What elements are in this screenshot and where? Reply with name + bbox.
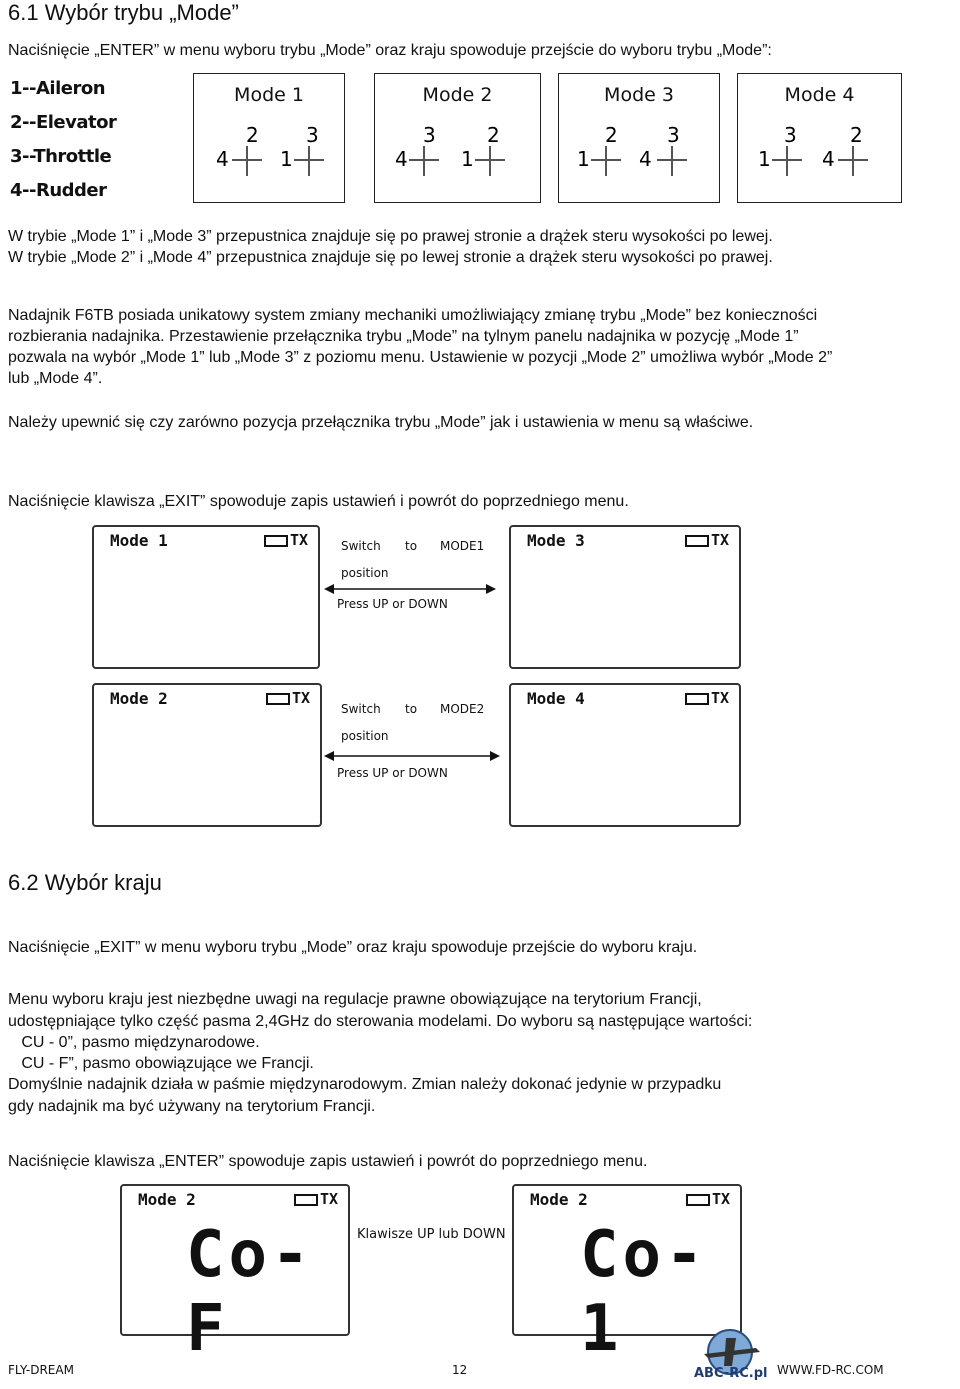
stick-label: 1 <box>280 147 293 171</box>
para-2-line-1: Nadajnik F6TB posiada unikatowy system zmiany mechaniki umożliwiający zmianę trybu „Mode” bez konieczności <box>8 307 818 324</box>
tx-indicator: TX <box>264 531 308 549</box>
logo-text: ABC-RC.pl <box>694 1366 768 1381</box>
para-2-line-5: Domyślnie nadajnik działa w paśmie międzynarodowym. Zmian należy dokonać jedynie w przypadku <box>8 1076 722 1093</box>
para-2-line-2: udostępniające tylko część pasma 2,4GHz do sterowania modelami. Do wyboru są następujące wartości: <box>8 1013 753 1030</box>
stick-label: 3 <box>667 123 680 147</box>
tx-indicator: TX <box>686 1190 730 1208</box>
position-label: position <box>341 729 389 743</box>
intro-text: Naciśnięcie „ENTER” w menu wyboru trybu „Mode” oraz kraju spowoduje przejście do wyboru trybu „Mode”: <box>8 42 772 59</box>
tx-indicator: TX <box>685 531 729 549</box>
stick-cross-icon <box>559 74 719 202</box>
mode-3-diagram <box>558 73 720 203</box>
legend-item: 2--Elevator <box>10 112 117 133</box>
position-label: position <box>341 566 389 580</box>
page-number: 12 <box>452 1363 468 1377</box>
stick-cross-icon <box>194 74 344 202</box>
abc-rc-logo <box>690 1328 778 1384</box>
battery-icon <box>294 1194 318 1206</box>
battery-icon <box>264 535 288 547</box>
para-2-line-2: rozbierania nadajnika. Przestawienie przełącznika trybu „Mode” na tylnym panelu nadajnika w pozycję „Mode 1” <box>8 328 799 345</box>
mode-switch-label: MODE2 <box>440 702 485 716</box>
lcd-screen-mode-4 <box>509 683 741 827</box>
stick-label: 4 <box>216 147 229 171</box>
stick-label: 2 <box>850 123 863 147</box>
mode-1-diagram <box>193 73 345 203</box>
lcd-mode-label: Mode 2 <box>530 1190 588 1209</box>
press-label: Press UP or DOWN <box>337 766 448 780</box>
lcd-mode-label: Mode 2 <box>110 689 168 708</box>
mode-switch-label: MODE1 <box>440 539 485 553</box>
legend-item: 3--Throttle <box>10 146 112 167</box>
stick-label: 1 <box>461 147 474 171</box>
lcd-screen-mode-2 <box>92 683 322 827</box>
press-label: Press UP or DOWN <box>337 597 448 611</box>
lcd-country-value: Co-1 <box>580 1218 708 1366</box>
mode-title: Mode 4 <box>784 84 855 106</box>
section-title-mode: 6.1 Wybór trybu „Mode” <box>8 0 239 25</box>
mode-title: Mode 1 <box>234 84 304 106</box>
lcd-mode-label: Mode 2 <box>138 1190 196 1209</box>
stick-label: 1 <box>577 147 590 171</box>
lcd-screen-country-0 <box>512 1184 742 1366</box>
mode-title: Mode 2 <box>422 84 493 106</box>
footer-website: WWW.FD-RC.COM <box>777 1363 884 1377</box>
tx-indicator: TX <box>266 689 310 707</box>
battery-icon <box>266 693 290 705</box>
lcd-mode-label: Mode 3 <box>527 531 585 550</box>
para-2-line-4: lub „Mode 4”. <box>8 370 103 387</box>
stick-label: 3 <box>423 123 436 147</box>
stick-label: 2 <box>605 123 618 147</box>
lcd-mode-label: Mode 4 <box>527 689 585 708</box>
double-arrow-icon <box>324 749 500 763</box>
legend-item: 1--Aileron <box>10 78 106 99</box>
stick-cross-icon <box>738 74 901 202</box>
lcd-mode-label: Mode 1 <box>110 531 168 550</box>
stick-label: 4 <box>395 147 408 171</box>
para-1-line-1: W trybie „Mode 1” i „Mode 3” przepustnica znajduje się po prawej stronie a drążek steru wysokości po lewej. <box>8 228 773 245</box>
legend-item: 4--Rudder <box>10 180 107 201</box>
battery-icon <box>686 1194 710 1206</box>
stick-label: 2 <box>487 123 500 147</box>
stick-label: 3 <box>306 123 319 147</box>
stick-label: 4 <box>639 147 652 171</box>
switch-label: Switch <box>341 539 381 553</box>
mode-title: Mode 3 <box>604 84 674 106</box>
to-label: to <box>405 539 418 553</box>
para-2-line-4: CU - F”, pasmo obowiązujące we Francji. <box>8 1055 314 1072</box>
lcd-screen-country-f <box>120 1184 350 1366</box>
mode-2-diagram <box>374 73 541 203</box>
footer-brand: FLY-DREAM <box>8 1363 74 1377</box>
para-4: Naciśnięcie klawisza „EXIT” spowoduje zapis ustawień i powrót do poprzedniego menu. <box>8 493 629 510</box>
lcd-screen-mode-3 <box>509 525 741 669</box>
stick-label: 3 <box>784 123 797 147</box>
stick-cross-icon <box>375 74 540 202</box>
para-3: Naciśnięcie klawisza „ENTER” spowoduje zapis ustawień i powrót do poprzedniego menu. <box>8 1153 648 1170</box>
battery-icon <box>685 693 709 705</box>
switch-label: Switch <box>341 702 381 716</box>
stick-label: 4 <box>822 147 835 171</box>
para-2-line-6: gdy nadajnik ma być używany na terytorium Francji. <box>8 1098 376 1115</box>
mode-4-diagram <box>737 73 902 203</box>
tx-indicator: TX <box>294 1190 338 1208</box>
para-2-line-3: CU - 0”, pasmo międzynarodowe. <box>8 1034 260 1051</box>
para-1: Naciśnięcie „EXIT” w menu wyboru trybu „Mode” oraz kraju spowoduje przejście do wyboru kraju. <box>8 939 698 956</box>
stick-label: 1 <box>758 147 771 171</box>
lcd-screen-mode-1 <box>92 525 320 669</box>
section-title-country: 6.2 Wybór kraju <box>8 870 162 895</box>
battery-icon <box>685 535 709 547</box>
keys-label: Klawisze UP lub DOWN <box>357 1227 506 1242</box>
channel-legend <box>10 72 116 208</box>
para-2-line-1: Menu wyboru kraju jest niezbędne uwagi na regulacje prawne obowiązujące na terytorium Francji, <box>8 991 702 1008</box>
lcd-country-value: Co-F <box>186 1218 314 1366</box>
stick-label: 2 <box>246 123 259 147</box>
para-1-line-2: W trybie „Mode 2” i „Mode 4” przepustnica znajduje się po lewej stronie a drążek steru wysokości po prawej. <box>8 249 773 266</box>
double-arrow-icon <box>324 582 496 596</box>
tx-indicator: TX <box>685 689 729 707</box>
para-3: Należy upewnić się czy zarówno pozycja przełącznika trybu „Mode” jak i ustawienia w menu są właściwe. <box>8 414 754 431</box>
para-2-line-3: pozwala na wybór „Mode 1” lub „Mode 3” z poziomu menu. Ustawienie w pozycji „Mode 2” umożliwa wybór „Mode 2” <box>8 349 833 366</box>
to-label: to <box>405 702 418 716</box>
